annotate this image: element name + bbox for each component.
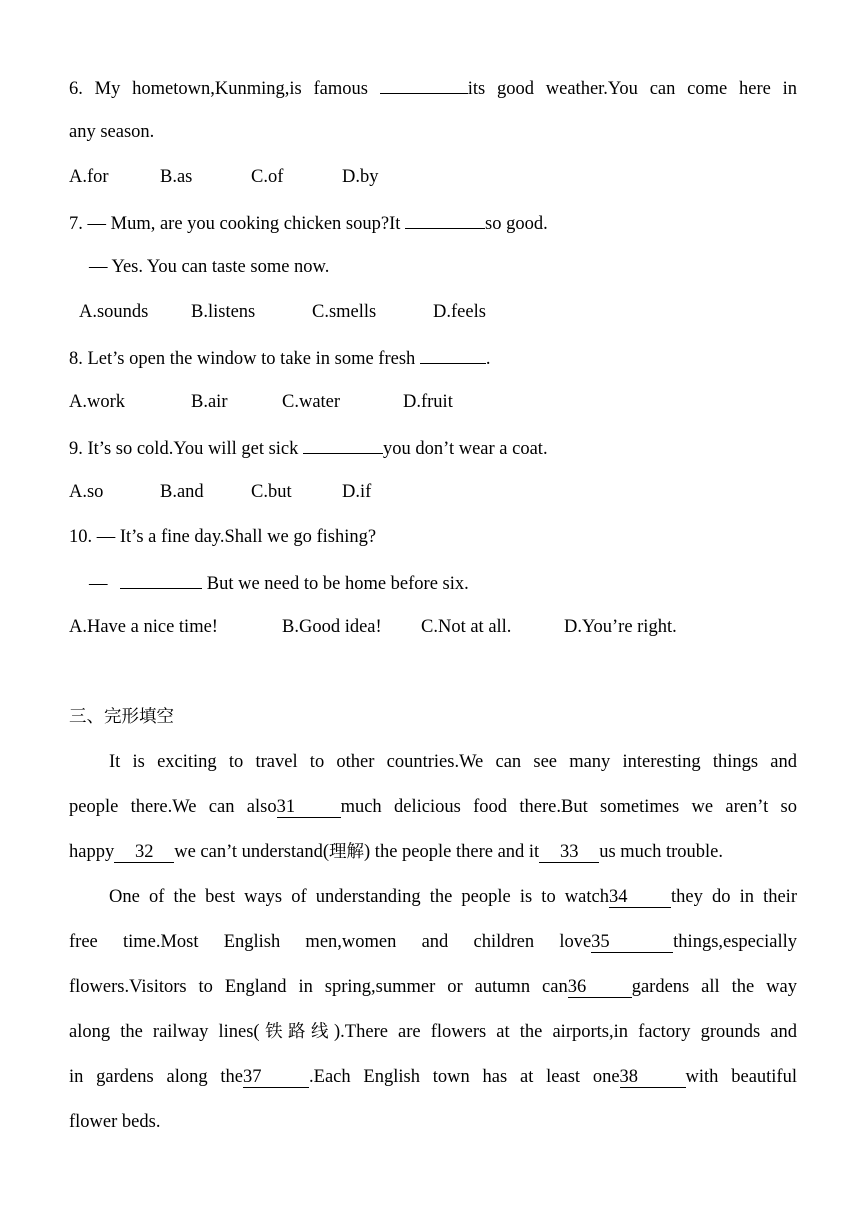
- q9-text-post: you don’t wear a coat.: [383, 439, 548, 459]
- q9-option-c[interactable]: C.but: [251, 482, 292, 502]
- q8-text-post: .: [485, 349, 491, 369]
- p2-l5-c: with beautiful: [685, 1067, 797, 1087]
- p2-line4: [69, 1020, 797, 1044]
- blank-35[interactable]: 35: [591, 932, 673, 953]
- p2-l3-a: flowers.Visitors to England in spring,summer or autumn can: [69, 977, 568, 997]
- p2-line6: flower beds.: [69, 1112, 161, 1132]
- q9-option-b[interactable]: B.and: [160, 482, 204, 502]
- p1-l2-a: people there.We can also: [69, 797, 277, 817]
- q6-stem-line1: [69, 75, 797, 101]
- p1-line2: [69, 795, 797, 819]
- q8-option-a[interactable]: A.work: [69, 392, 126, 412]
- q7-text-pre: 7. — Mum, are you cooking chicken soup?It: [69, 214, 406, 234]
- q6-answer-blank[interactable]: [380, 75, 468, 94]
- q8-option-d[interactable]: D.fruit: [403, 392, 453, 412]
- q6-option-d[interactable]: D.by: [342, 167, 379, 187]
- p1-l3-c: ) the people there and it: [364, 842, 540, 862]
- p1-l3-a: happy: [69, 842, 115, 862]
- blank-38[interactable]: 38: [620, 1067, 686, 1088]
- p1-l2-b: much delicious food there.But sometimes we aren’t so: [340, 797, 797, 817]
- p2-l1-b: they do in their: [670, 887, 797, 907]
- q6-stem-line2: any season.: [69, 122, 155, 142]
- section-heading-cloze: 三、完形填空: [69, 707, 174, 727]
- blank-36[interactable]: 36: [568, 977, 632, 998]
- q9-stem-line1: [69, 435, 797, 461]
- q7-option-d[interactable]: D.feels: [433, 302, 486, 322]
- q10-option-b[interactable]: B.Good idea!: [282, 617, 382, 637]
- q7-text-post: so good.: [485, 214, 548, 234]
- p2-l2-a: free time.Most English men,women and children love: [69, 932, 592, 952]
- blank-32[interactable]: 32: [114, 842, 174, 863]
- p2-l5-b: .Each English town has at least one: [309, 1067, 620, 1087]
- q6-option-c[interactable]: C.of: [251, 167, 284, 187]
- p1-line1: It is exciting to travel to other countries.We can see many interesting things and: [109, 752, 797, 772]
- q7-answer-blank[interactable]: [405, 210, 485, 229]
- p1-line3: [69, 840, 797, 864]
- q7-option-c[interactable]: C.smells: [312, 302, 377, 322]
- p2-line1: [109, 885, 797, 909]
- q8-answer-blank[interactable]: [420, 345, 486, 364]
- q10-text-pre: —: [89, 574, 113, 594]
- q6-option-b[interactable]: B.as: [160, 167, 193, 187]
- q8-stem-line1: [69, 345, 797, 371]
- q7-option-b[interactable]: B.listens: [191, 302, 256, 322]
- q9-option-a[interactable]: A.so: [69, 482, 104, 502]
- blank-33[interactable]: 33: [539, 842, 599, 863]
- q6-text-post: its good weather.You can come here in: [467, 79, 797, 99]
- p2-line5: [69, 1065, 797, 1089]
- q6-option-a[interactable]: A.for: [69, 167, 109, 187]
- q8-text-pre: 8. Let’s open the window to take in some fresh: [69, 349, 420, 369]
- q10-answer-blank[interactable]: [120, 570, 202, 589]
- q9-option-d[interactable]: D.if: [342, 482, 372, 502]
- blank-31[interactable]: 31: [277, 797, 341, 818]
- q8-option-b[interactable]: B.air: [191, 392, 228, 412]
- blank-34[interactable]: 34: [609, 887, 671, 908]
- q10-option-c[interactable]: C.Not at all.: [421, 617, 512, 637]
- p2-l3-b: gardens all the way: [631, 977, 797, 997]
- q10-text-post: But we need to be home before six.: [202, 574, 469, 594]
- p2-line2: [69, 930, 797, 954]
- p2-line3: [69, 975, 797, 999]
- p2-l4-b: ).There are flowers at the airports,in factory grounds and: [334, 1022, 798, 1042]
- q9-text-pre: 9. It’s so cold.You will get sick: [69, 439, 304, 459]
- q10-option-a[interactable]: A.Have a nice time!: [69, 617, 218, 637]
- p2-l4-cjk: 铁路线: [259, 1022, 335, 1042]
- q7-reply: — Yes. You can taste some now.: [89, 257, 330, 277]
- p2-l5-a: in gardens along the: [69, 1067, 244, 1087]
- q6-text-pre: 6. My hometown,Kunming,is famous: [69, 79, 380, 99]
- p1-l3-cjk: 理解: [329, 842, 365, 862]
- q9-answer-blank[interactable]: [303, 435, 383, 454]
- p2-l2-b: things,especially: [673, 932, 797, 952]
- blank-37[interactable]: 37: [243, 1067, 309, 1088]
- q8-option-c[interactable]: C.water: [282, 392, 341, 412]
- p1-l3-d: us much trouble.: [599, 842, 724, 862]
- q10-reply: [89, 570, 817, 596]
- p1-l3-b: we can’t understand(: [174, 842, 330, 862]
- q10-option-d[interactable]: D.You’re right.: [564, 617, 677, 637]
- p2-l1-a: One of the best ways of understanding the people is to watch: [109, 887, 609, 907]
- q10-stem-line1: 10. — It’s a fine day.Shall we go fishing?: [69, 527, 377, 547]
- q7-stem-line1: [69, 210, 797, 236]
- p2-l4-a: along the railway lines(: [69, 1022, 260, 1042]
- q7-option-a[interactable]: A.sounds: [79, 302, 149, 322]
